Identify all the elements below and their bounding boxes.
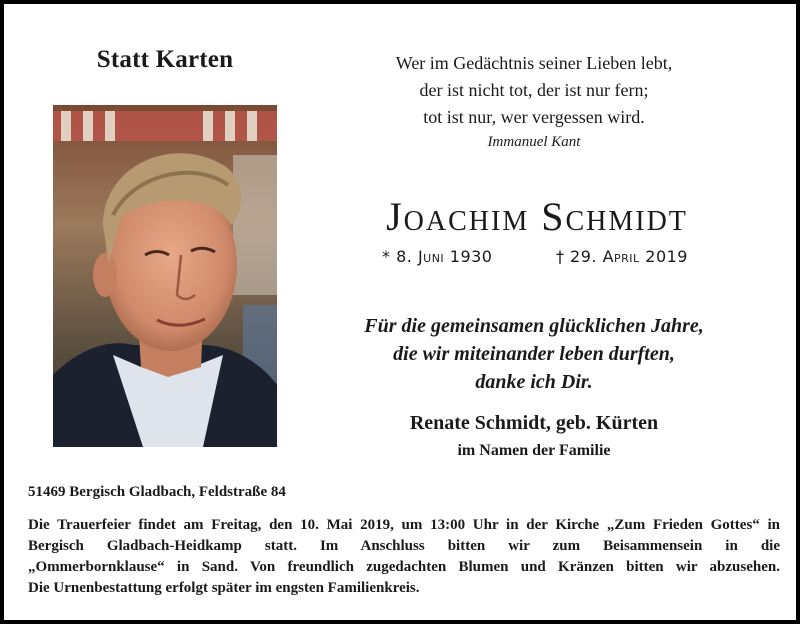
portrait-image — [53, 105, 277, 447]
birth-date: * 8. Juni 1930 — [382, 247, 493, 266]
quote-block — [344, 50, 724, 131]
notice-line: Die Trauerfeier findet am Freitag, den 10. Mai 2019, um 13:00 Uhr in der Kirche „Zum Frieden Gottes“ in — [28, 517, 780, 533]
thanks-line: danke ich Dir. — [475, 371, 593, 393]
deceased-name: Joachim Schmidt — [386, 194, 688, 239]
quote-line: der ist nicht tot, der ist nur fern; — [419, 80, 649, 100]
notice-line: Die Urnenbestattung erfolgt später im engsten Familienkreis. — [28, 580, 420, 596]
thanks-line: die wir miteinander leben durften, — [393, 343, 675, 365]
address: 51469 Bergisch Gladbach, Feldstraße 84 — [28, 484, 286, 500]
notice-line: „Ommerbornklause“ in Sand. Von freundlich zugedachten Blumen und Kränzen bitten wir abzusehen. — [28, 559, 780, 575]
obituary-card — [4, 4, 796, 620]
quote-line: tot ist nur, wer vergessen wird. — [423, 107, 645, 127]
notice-line: Bergisch Gladbach-Heidkamp statt. Im Anschluss bitten wir zum Beisammensein in die — [28, 538, 780, 554]
statt-karten-heading: Statt Karten — [96, 46, 234, 73]
signature-name: Renate Schmidt, geb. Kürten — [409, 412, 659, 434]
funeral-notice — [28, 515, 780, 599]
quote-line: Wer im Gedächtnis seiner Lieben lebt, — [395, 53, 673, 73]
life-dates — [344, 247, 724, 266]
death-date: † 29. April 2019 — [555, 247, 688, 266]
signature-family: im Namen der Familie — [457, 442, 611, 459]
thanks-message — [334, 312, 734, 396]
quote-author: Immanuel Kant — [487, 134, 581, 150]
portrait-photo — [53, 105, 277, 447]
thanks-line: Für die gemeinsamen glücklichen Jahre, — [364, 315, 704, 337]
